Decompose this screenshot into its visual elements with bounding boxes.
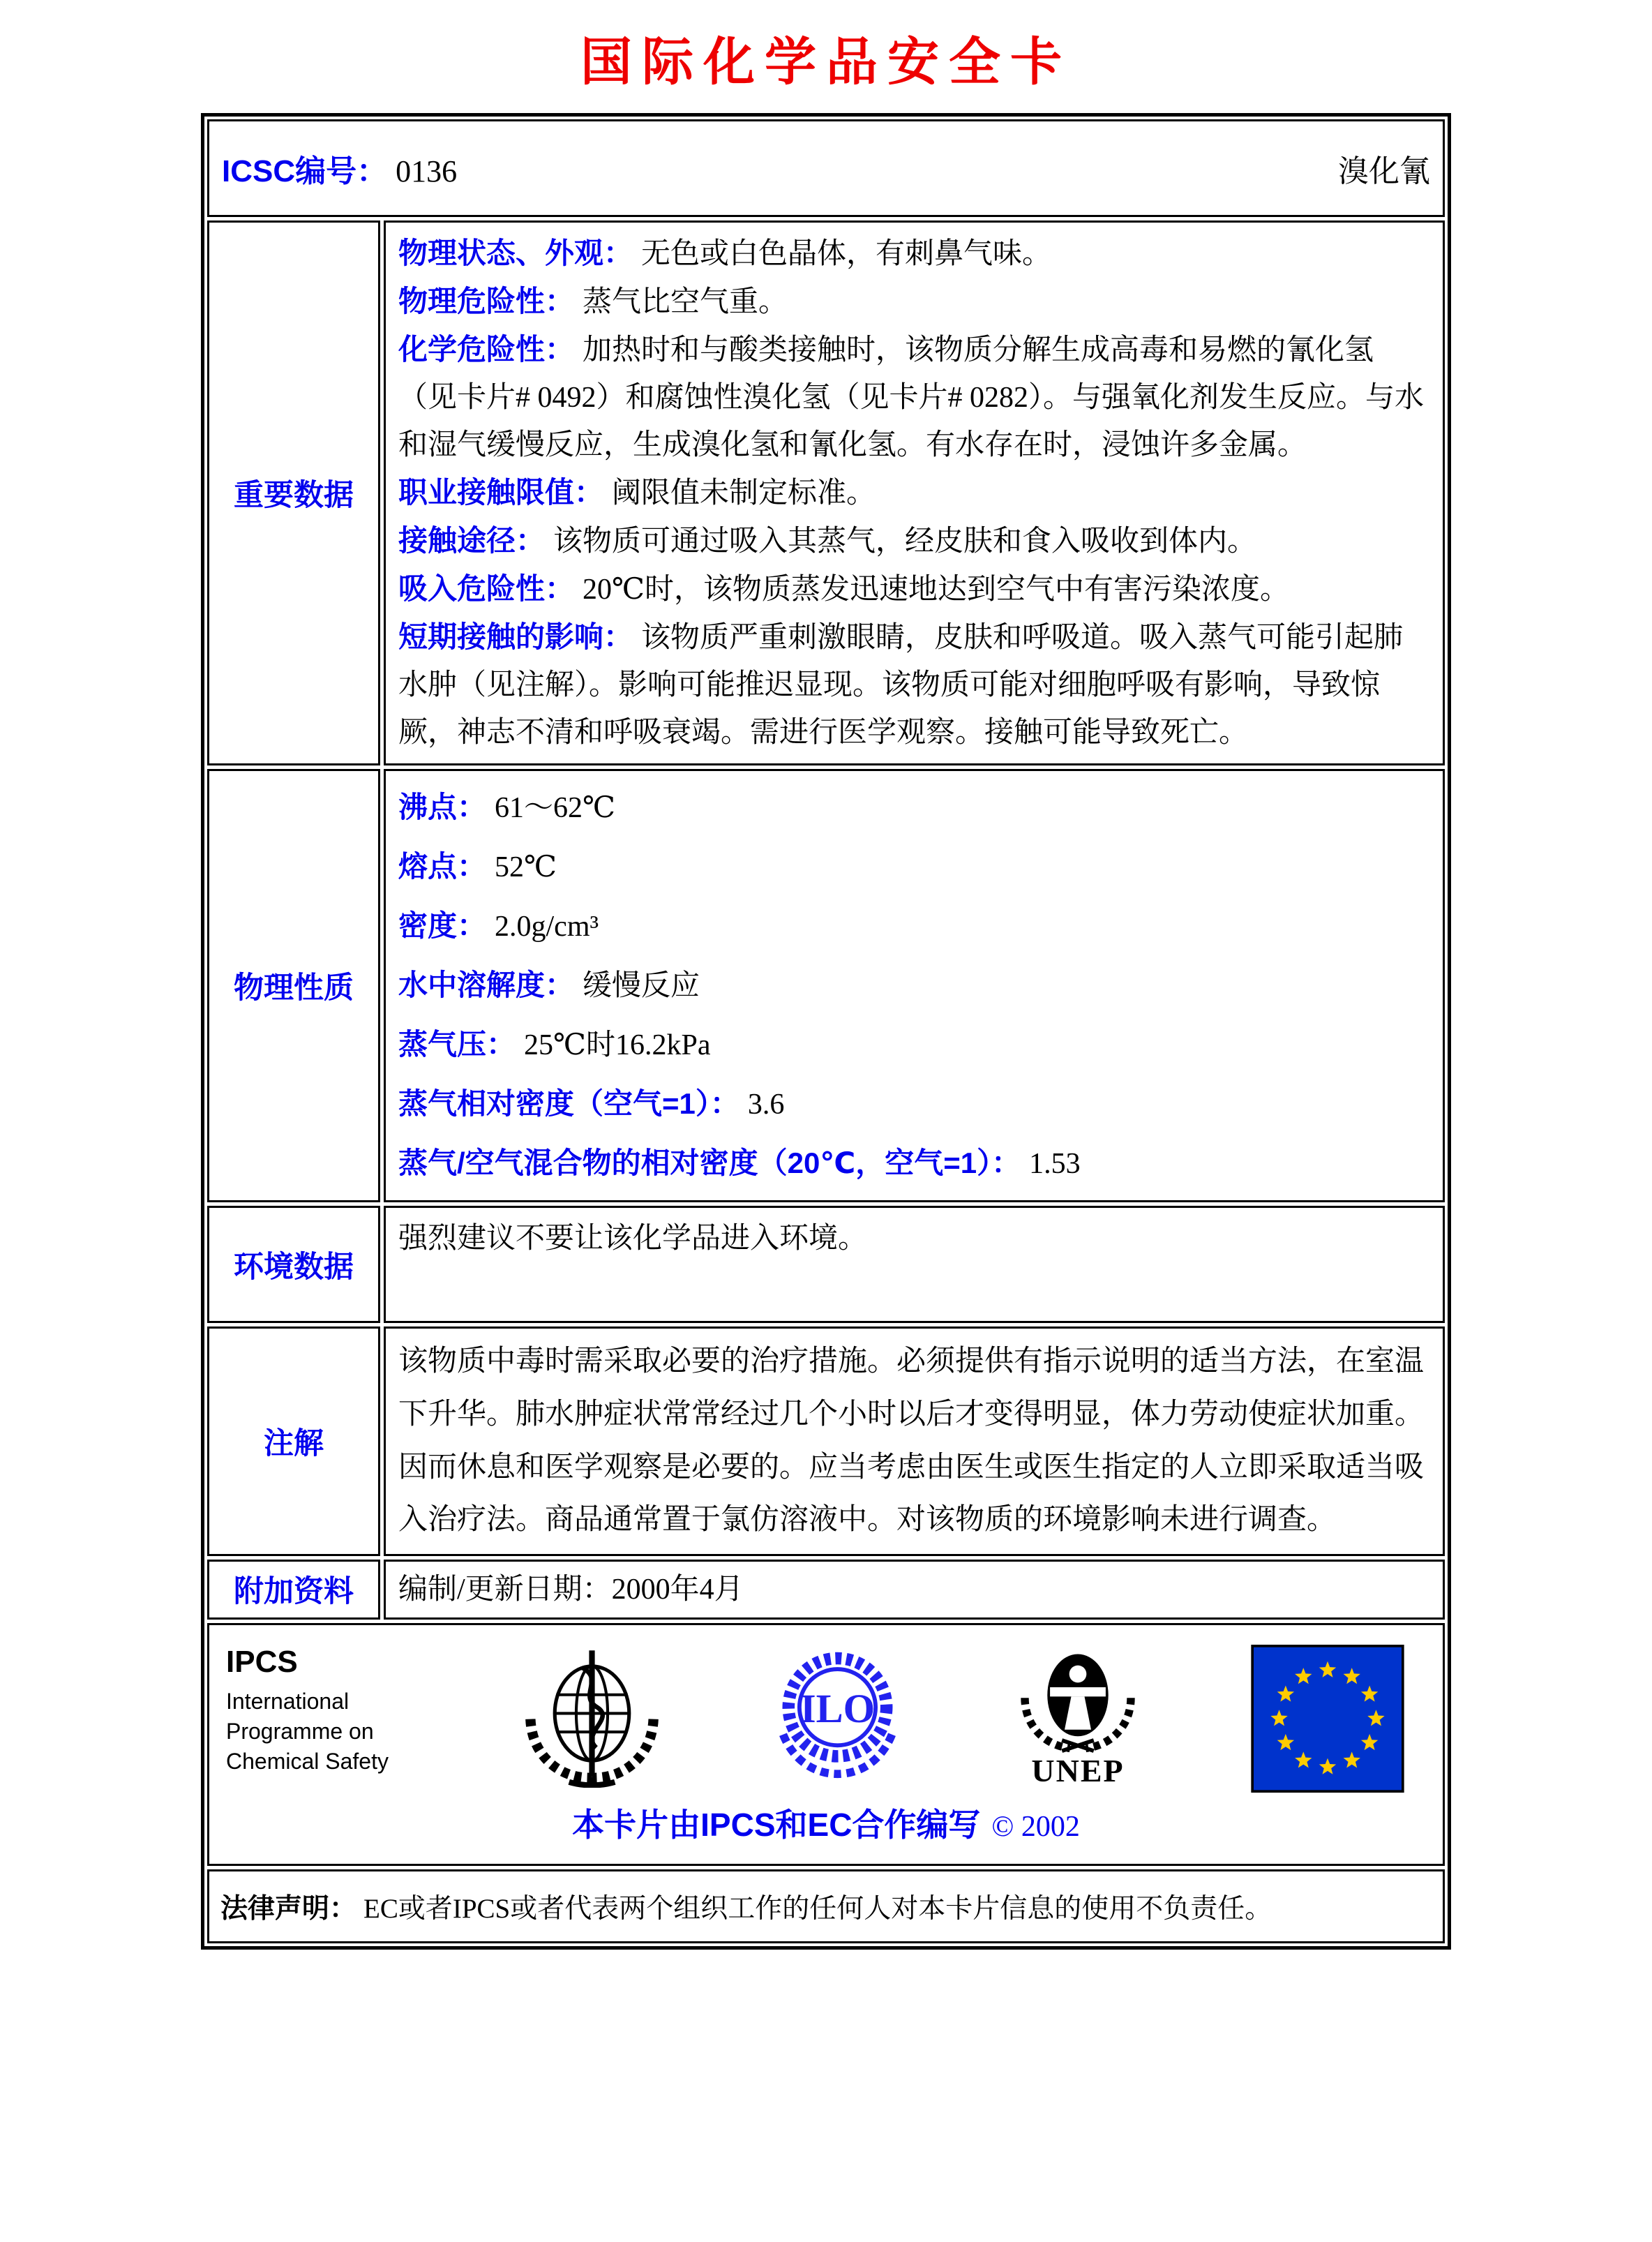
ilo-logo-icon [769, 1645, 906, 1781]
field-vapor-air-mixture-density: 蒸气/空气混合物的相对密度（20℃，空气=1）： 1.53 [398, 1146, 1081, 1181]
update-date-value: 2000年4月 [611, 1573, 744, 1606]
who-logo-icon [520, 1645, 663, 1788]
header-row [207, 119, 1445, 217]
eu-flag-icon [1250, 1645, 1405, 1793]
row-label-notes: 注解 [207, 1326, 380, 1555]
notes-row [207, 1326, 1445, 1555]
field-density: 密度： 2.0g/cm³ [398, 909, 599, 943]
field-vapor-pressure: 蒸气压： 25℃时16.2kPa [398, 1028, 711, 1062]
legal-row [207, 1869, 1445, 1943]
field-exposure-route: 接触途径： 该物质可通过吸入其蒸气，经皮肤和食入吸收到体内。 [398, 524, 1257, 558]
chemical-name: 溴化氰 [1338, 154, 1430, 188]
icsc-document-page [0, 21, 1652, 2242]
important-data-content [384, 221, 1445, 765]
field-chemical-hazard: 化学危险性： 加热时和与酸类接触时，该物质分解生成高毒和易燃的氰化氢（见卡片# 0492）和腐蚀性溴化氢（见卡片# 0282）。与强氧化剂发生反应。与水和湿气缓慢反应，生成溴化氢和氰化氢。有水存在时，浸蚀许多金属。 [398, 333, 1425, 462]
environmental-data-content: 强烈建议不要让该化学品进入环境。 [384, 1206, 1445, 1323]
icsc-card-table [201, 113, 1451, 1950]
logos-row [207, 1623, 1445, 1866]
legal-text: EC或者IPCS或者代表两个组织工作的任何人对本卡片信息的使用不负责任。 [363, 1893, 1272, 1924]
field-physical-state: 物理状态、外观： 无色或白色晶体，有刺鼻气味。 [398, 237, 1052, 270]
physical-properties-content [384, 769, 1445, 1202]
update-date-label: 编制/更新日期： [398, 1573, 612, 1606]
icsc-number-label: ICSC编号： [222, 154, 388, 188]
credit-line [226, 1800, 1426, 1846]
row-label-important-data: 重要数据 [207, 221, 380, 765]
row-label-physical-properties: 物理性质 [207, 769, 380, 1202]
additional-info-content [384, 1560, 1445, 1620]
ipcs-name-line2: Programme on [226, 1718, 374, 1744]
field-boiling-point: 沸点： 61～62℃ [398, 791, 615, 825]
additional-info-row [207, 1560, 1445, 1620]
field-melting-point: 熔点： 52℃ [398, 850, 557, 884]
ipcs-acronym: IPCS [226, 1644, 298, 1679]
legal-label: 法律声明： [220, 1893, 357, 1924]
unep-logo-block [1012, 1645, 1144, 1789]
environmental-data-row [207, 1206, 1445, 1323]
notes-content: 该物质中毒时需采取必要的治疗措施。必须提供有指示说明的适当方法，在室温下升华。肺水肿症状常常经过几个小时以后才变得明显，体力劳动使症状加重。因而休息和医学观察是必要的。应当考虑由医生或医生指定的人立即采取适当吸入治疗法。商品通常置于氯仿溶液中。对该物质的环境影响未进行调查。 [384, 1326, 1445, 1555]
important-data-row [207, 221, 1445, 765]
field-water-solubility: 水中溶解度： 缓慢反应 [398, 969, 700, 1003]
unep-label: UNEP [1031, 1752, 1125, 1788]
ipcs-name-line1: International [226, 1688, 350, 1714]
header-cell [207, 119, 1445, 217]
row-label-environmental-data: 环境数据 [207, 1206, 380, 1323]
row-label-additional-info: 附加资料 [207, 1560, 380, 1620]
icsc-number-group [222, 146, 457, 190]
field-inhalation-risk: 吸入危险性： 20℃时，该物质蒸发迅速地达到空气中有害污染浓度。 [398, 572, 1290, 606]
ipcs-name-line3: Chemical Safety [226, 1749, 389, 1774]
field-vapor-relative-density: 蒸气相对密度（空气=1）： 3.6 [398, 1087, 785, 1121]
field-short-term-effects: 短期接触的影响： 该物质严重刺激眼睛，皮肤和呼吸道。吸入蒸气可能引起肺水肿（见注解）。影响可能推迟显现。该物质可能对细胞呼吸有影响，导致惊厥，神志不清和呼吸衰竭。需进行医学观察。接触可能导致死亡。 [398, 620, 1404, 749]
logos-cell [207, 1623, 1445, 1866]
unep-logo-icon [1012, 1645, 1144, 1756]
credit-text: 本卡片由IPCS和EC合作编写 [572, 1806, 981, 1843]
copyright-text: © 2002 [991, 1810, 1080, 1843]
page-title: 国际化学品安全卡 [580, 34, 1072, 91]
ipcs-text-block [226, 1645, 414, 1777]
field-physical-hazard: 物理危险性： 蒸气比空气重。 [398, 285, 788, 319]
legal-cell [207, 1869, 1445, 1943]
svg-text:ILO: ILO [799, 1685, 876, 1731]
physical-properties-row [207, 769, 1445, 1202]
icsc-number-value: 0136 [396, 154, 458, 188]
field-occupational-limit: 职业接触限值： 阈限值未制定标准。 [398, 476, 876, 510]
